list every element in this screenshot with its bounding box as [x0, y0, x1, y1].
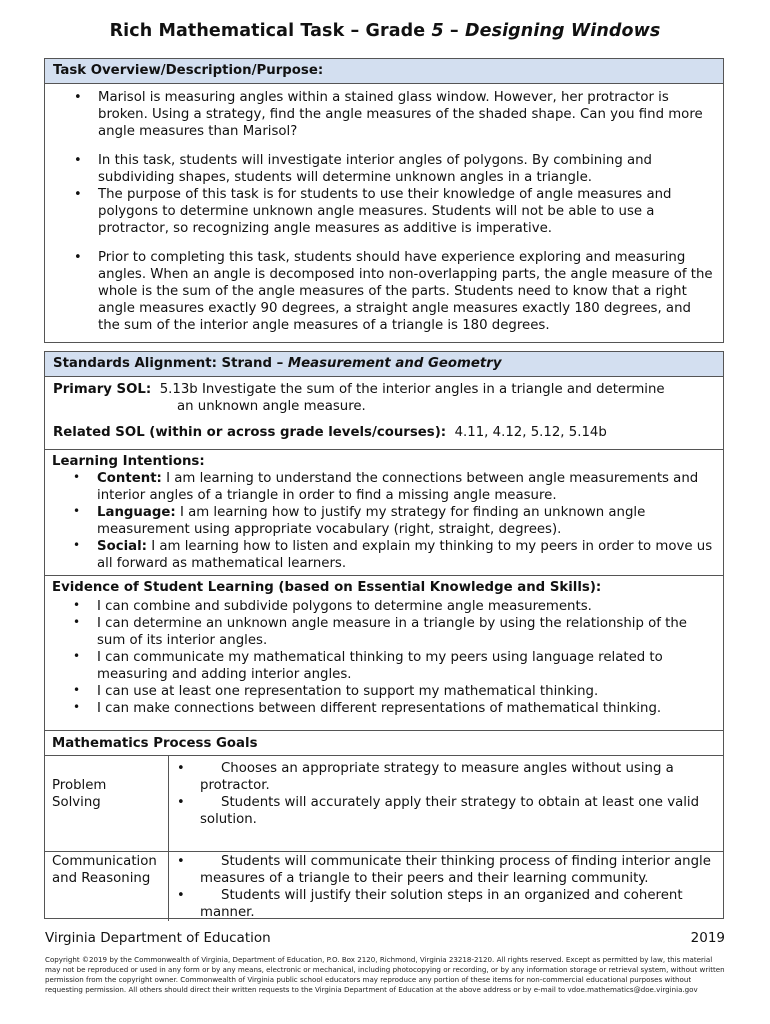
process-goal-items [169, 852, 723, 921]
learning-item-label: Content: [97, 471, 162, 486]
title-part1: Rich Mathematical Task – Grade [109, 21, 432, 41]
learning-item-label: Social: [97, 539, 147, 554]
list-item [45, 538, 713, 572]
related-sol-value: 4.11, 4.12, 5.12, 5.14b [454, 425, 607, 440]
title-task-name: Designing Windows [464, 21, 661, 41]
evidence-list [45, 598, 723, 717]
list-item: • I can use at least one representation to support my mathematical thinking. [45, 683, 715, 700]
learning-item-text: I am learning to understand the connections between angle measurements and interior angles of a triangle in order to find a missing angle measure. [97, 471, 699, 503]
standards-heading [45, 352, 723, 377]
list-item: • I can determine an unknown angle measure in a triangle by using the relationship of the sum of its interior angles. [45, 615, 715, 649]
list-item: • I can communicate my mathematical thinking to my peers using language related to measuring and adding interior angles. [45, 649, 715, 683]
process-goal-label-line2: Solving [52, 795, 101, 810]
standards-heading-prefix: Standards Alignment: Strand – [53, 356, 288, 371]
footer-year: 2019 [690, 930, 725, 946]
list-item: • In this task, students will investigate interior angles of polygons. By combining and subdividing shapes, students will determine unknown angles in a triangle. [45, 152, 715, 186]
primary-sol-line1: 5.13b Investigate the sum of the interior angles in a triangle and determine [159, 382, 665, 397]
primary-sol-label: Primary SOL: [53, 382, 152, 397]
process-goal-label-line1: Problem [52, 778, 107, 793]
process-goals-heading: Mathematics Process Goals [45, 730, 723, 755]
related-sol [53, 424, 715, 441]
list-item: • Students will communicate their thinking process of finding interior angle measures of a triangle to their peers and their learning community. [169, 853, 717, 887]
learning-item-text: I am learning how to justify my strategy for finding an unknown angle measurement using appropriate vocabulary (right, straight, degrees). [97, 505, 646, 537]
title-grade: 5 [431, 21, 444, 41]
process-goal-label-line2: and Reasoning [52, 871, 151, 886]
process-goal-problem-solving [45, 755, 723, 851]
page-title [0, 21, 770, 41]
list-item: • I can make connections between different representations of mathematical thinking. [45, 700, 715, 717]
list-item: • Students will accurately apply their strategy to obtain at least one valid solution. [169, 794, 715, 828]
process-goal-label-line1: Communication [52, 854, 157, 869]
process-goal-communication [45, 851, 723, 921]
primary-sol [53, 381, 715, 398]
learning-intentions [45, 449, 723, 575]
overview-heading: Task Overview/Description/Purpose: [45, 59, 723, 84]
title-sep: – [443, 21, 465, 41]
list-item [45, 504, 713, 538]
learning-intentions-heading: Learning Intentions: [52, 454, 205, 469]
process-goal-label [45, 852, 169, 921]
sol-section [45, 377, 723, 449]
list-item [45, 470, 713, 504]
process-goal-items [169, 756, 723, 851]
learning-intentions-list [45, 470, 723, 572]
related-sol-label: Related SOL (within or across grade levels/courses): [53, 425, 447, 440]
learning-item-text: I am learning how to listen and explain my thinking to my peers in order to move us all forward as mathematical learners. [97, 539, 713, 571]
overview-list [45, 84, 723, 334]
primary-sol-line2: an unknown angle measure. [177, 399, 366, 414]
list-item: • Students will justify their solution steps in an organized and coherent manner. [169, 887, 717, 921]
process-goal-label [45, 756, 169, 851]
standards-strand: Measurement and Geometry [287, 356, 502, 371]
footer [45, 930, 725, 946]
list-item: • Prior to completing this task, students should have experience exploring and measuring angles. When an angle is decomposed into non-overlapping parts, the angle measure of the whole is the sum of the angle measures of the parts. Students need to know that a right angle measures exactly 90 degrees, a straight angle measures exactly 180 degrees, and the sum of the interior angle measures of a triangle is 180 degrees. [45, 249, 715, 334]
list-item: • I can combine and subdivide polygons to determine angle measurements. [45, 598, 715, 615]
footer-org: Virginia Department of Education [45, 930, 271, 946]
list-item: • Chooses an appropriate strategy to measure angles without using a protractor. [169, 760, 715, 794]
learning-item-label: Language: [97, 505, 176, 520]
list-item: • The purpose of this task is for students to use their knowledge of angle measures and polygons to determine unknown angle measures. Students will not be able to use a protractor, so recognizing angle measures as additive is imperative. [45, 186, 715, 237]
overview-box [44, 58, 724, 343]
evidence-section [45, 575, 723, 730]
standards-box [44, 351, 724, 919]
evidence-heading: Evidence of Student Learning (based on Essential Knowledge and Skills): [52, 580, 602, 595]
copyright-notice: Copyright ©2019 by the Commonwealth of Virginia, Department of Education, P.O. Box 2120, Richmond, Virginia 23218-2120. All rights reserved. Except as permitted by law, this material may not be reproduced or used in any form or by any means, electronic or mechanical, including photocopying or recording, or by any information storage or retrieval system, without written permission from the copyright owner. Commonwealth of Virginia public school educators may reproduce any portion of these items for non-commercial educational purposes without requesting permission. All others should direct their written requests to the Virginia Department of Education at the above address or by e-mail to vdoe.mathematics@doe.virginia.gov [45, 955, 725, 994]
list-item: • Marisol is measuring angles within a stained glass window. However, her protractor is broken. Using a strategy, find the angle measures of the shaded shape. Can you find more angle measures than Marisol? [45, 89, 715, 140]
